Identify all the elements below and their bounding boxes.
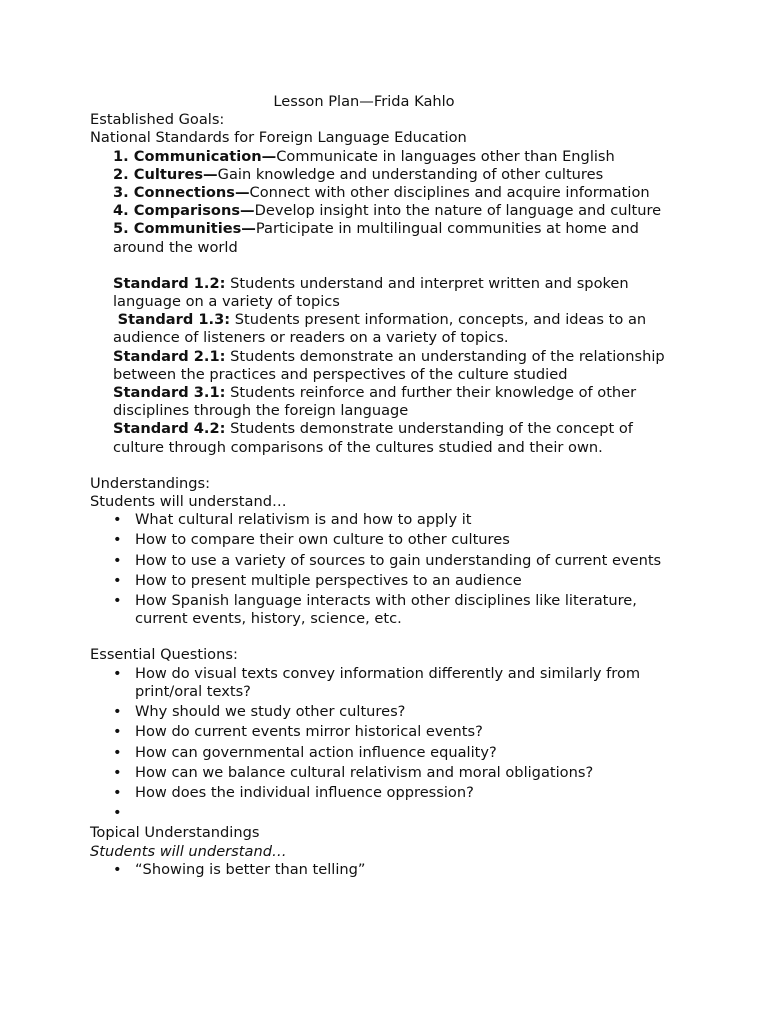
bullet-icon: •	[113, 511, 122, 529]
questions-list	[90, 665, 688, 823]
topical-heading: Topical Understandings	[90, 824, 260, 842]
standards-block	[90, 275, 688, 457]
bullet-icon: •	[113, 703, 122, 721]
standard-item: Standard 1.3: Students present information, concepts, and ideas to an audience of listeners or readers on a variety of topics.	[113, 311, 647, 347]
bullet-icon: •	[113, 743, 122, 761]
list-item: • “Showing is better than telling”	[113, 860, 366, 878]
bullet-icon: •	[113, 592, 122, 610]
understandings-list	[90, 511, 688, 628]
bullet-icon: •	[113, 723, 122, 741]
goal-item: 3. Connections—Connect with other disciplines and acquire information	[113, 184, 650, 202]
list-item: • How to compare their own culture to other cultures	[113, 531, 510, 549]
standard-item: Standard 4.2: Students demonstrate understanding of the concept of culture through comparisons of the cultures studied and their own.	[113, 420, 633, 456]
questions-heading: Essential Questions:	[90, 646, 238, 664]
bullet-icon: •	[113, 531, 122, 549]
bullet-icon: •	[113, 571, 122, 589]
topical-intro: Students will understand…	[90, 842, 287, 860]
goals-subheading: National Standards for Foreign Language Education	[90, 129, 467, 147]
bullet-icon: •	[113, 783, 122, 801]
goal-item: 5. Communities—Participate in multilingual communities at home and around the world	[113, 220, 639, 256]
understandings-section	[90, 475, 688, 629]
page-title: Lesson Plan—Frida Kahlo	[273, 93, 455, 110]
list-item: • Why should we study other cultures?	[113, 703, 406, 721]
bullet-icon: •	[113, 763, 122, 781]
list-item: • How Spanish language interacts with other disciplines like literature, current events, history, science, etc.	[113, 592, 637, 628]
goal-item: 4. Comparisons—Develop insight into the nature of language and culture	[113, 202, 662, 220]
goal-item: 1. Communication—Communicate in languages other than English	[113, 147, 615, 165]
list-item: • How do visual texts convey information differently and similarly from print/oral texts?	[113, 664, 641, 700]
goal-item: 2. Cultures—Gain knowledge and understanding of other cultures	[113, 165, 604, 183]
standard-item: Standard 1.2: Students understand and interpret written and spoken language on a variety of topics	[113, 274, 629, 311]
bullet-icon: •	[113, 664, 122, 682]
list-item: • How to use a variety of sources to gain understanding of current events	[113, 551, 662, 569]
list-item	[90, 804, 688, 822]
bullet-icon: •	[113, 860, 122, 878]
list-item: • How can governmental action influence equality?	[113, 743, 497, 761]
standard-item: Standard 3.1: Students reinforce and further their knowledge of other disciplines through the foreign language	[113, 384, 637, 420]
goals-heading: Established Goals:	[90, 111, 225, 129]
understandings-heading: Understandings:	[90, 474, 211, 492]
bullet-icon: •	[113, 804, 122, 822]
list-item: • How can we balance cultural relativism and moral obligations?	[113, 763, 594, 781]
goals-list	[90, 148, 688, 257]
standard-item: Standard 2.1: Students demonstrate an understanding of the relationship between the practices and perspectives of the culture studied	[113, 347, 665, 383]
essential-questions-section	[90, 646, 688, 822]
list-item: • How to present multiple perspectives to an audience	[113, 571, 522, 589]
topical-understandings-section	[90, 824, 688, 879]
understandings-intro: Students will understand…	[90, 493, 287, 511]
topical-list	[90, 861, 688, 879]
bullet-icon: •	[113, 551, 122, 569]
list-item: • What cultural relativism is and how to apply it	[113, 511, 472, 529]
list-item: • How does the individual influence oppression?	[113, 783, 474, 801]
list-item: • How do current events mirror historical events?	[113, 723, 483, 741]
